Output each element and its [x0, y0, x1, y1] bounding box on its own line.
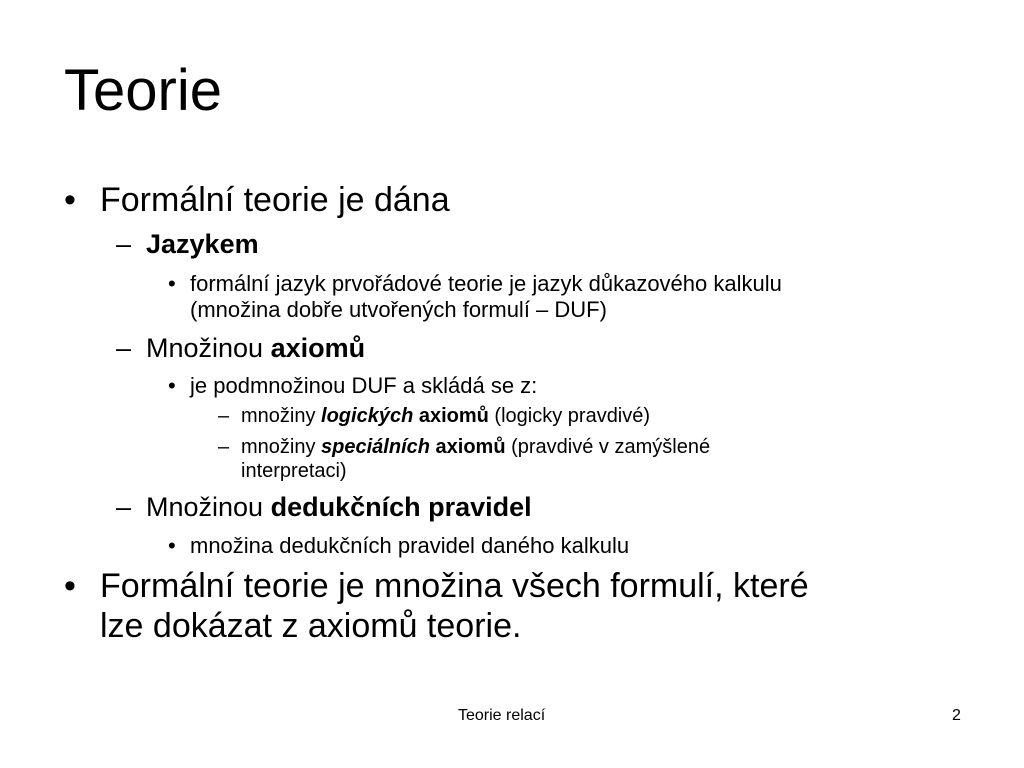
bullet-set-of-axioms	[146, 333, 365, 364]
bullet-formal-theory-set-line2	[100, 607, 521, 645]
bullet-text: (logicky pravdivé)	[488, 405, 651, 427]
bullet-dash: –	[116, 492, 132, 522]
bullet-subset-of-duf	[190, 373, 537, 399]
bullet-text: množiny	[241, 436, 322, 458]
bullet-text: lze dokázat z axiomů teorie.	[100, 607, 522, 645]
bullet-set-of-deduction-rules	[146, 492, 532, 523]
bullet-disc: •	[64, 567, 76, 605]
bullet-emphasis-text: speciálních	[321, 436, 430, 458]
bullet-dash: –	[218, 405, 230, 427]
page-number: 2	[952, 707, 961, 724]
bullet-formal-theory-set-line1	[100, 567, 809, 605]
bullet-text: Množinou	[146, 492, 271, 522]
bullet-disc: •	[168, 373, 176, 398]
bullet-strong-text: axiomů	[429, 436, 506, 458]
bullet-text: formální jazyk prvořádové teorie je jazyk důkazového kalkulu	[190, 271, 782, 296]
bullet-text: množina dedukčních pravidel daného kalkulu	[190, 533, 630, 558]
bullet-logical-axioms	[241, 405, 650, 428]
bullet-text: množiny	[241, 405, 322, 427]
bullet-strong-text: Jazykem	[146, 229, 259, 259]
bullet-disc: •	[64, 181, 76, 219]
bullet-disc: •	[168, 271, 176, 296]
bullet-text: Formální teorie je množina všech formulí, které	[100, 567, 809, 605]
bullet-text: (množina dobře utvořených formulí – DUF)	[190, 297, 607, 322]
bullet-text: je podmnožinou DUF a skládá se z:	[190, 373, 538, 398]
bullet-text: Formální teorie je dána	[100, 181, 450, 219]
bullet-special-axioms-line2	[241, 460, 347, 483]
bullet-strong-text: dedukčních pravidel	[270, 492, 532, 522]
bullet-text: Množinou	[146, 333, 271, 363]
footer-title: Teorie relací	[458, 707, 546, 724]
bullet-strong-text: axiomů	[270, 333, 366, 363]
bullet-strong-text: axiomů	[413, 405, 489, 427]
slide-title: Teorie	[64, 58, 222, 123]
bullet-language	[146, 229, 259, 260]
bullet-formal-language-line2	[190, 297, 607, 323]
bullet-dash: –	[116, 229, 132, 259]
bullet-dash: –	[116, 333, 132, 363]
bullet-special-axioms-line1	[241, 436, 710, 459]
bullet-deduction-rules-set	[190, 533, 629, 559]
bullet-text: interpretaci)	[241, 460, 347, 482]
bullet-emphasis-text: logických	[321, 405, 414, 427]
bullet-text: (pravdivé v zamýšlené	[505, 436, 711, 458]
bullet-disc: •	[168, 533, 176, 558]
bullet-dash: –	[218, 436, 230, 458]
bullet-formal-language-line1	[190, 271, 782, 297]
bullet-formal-theory-given	[100, 181, 450, 219]
